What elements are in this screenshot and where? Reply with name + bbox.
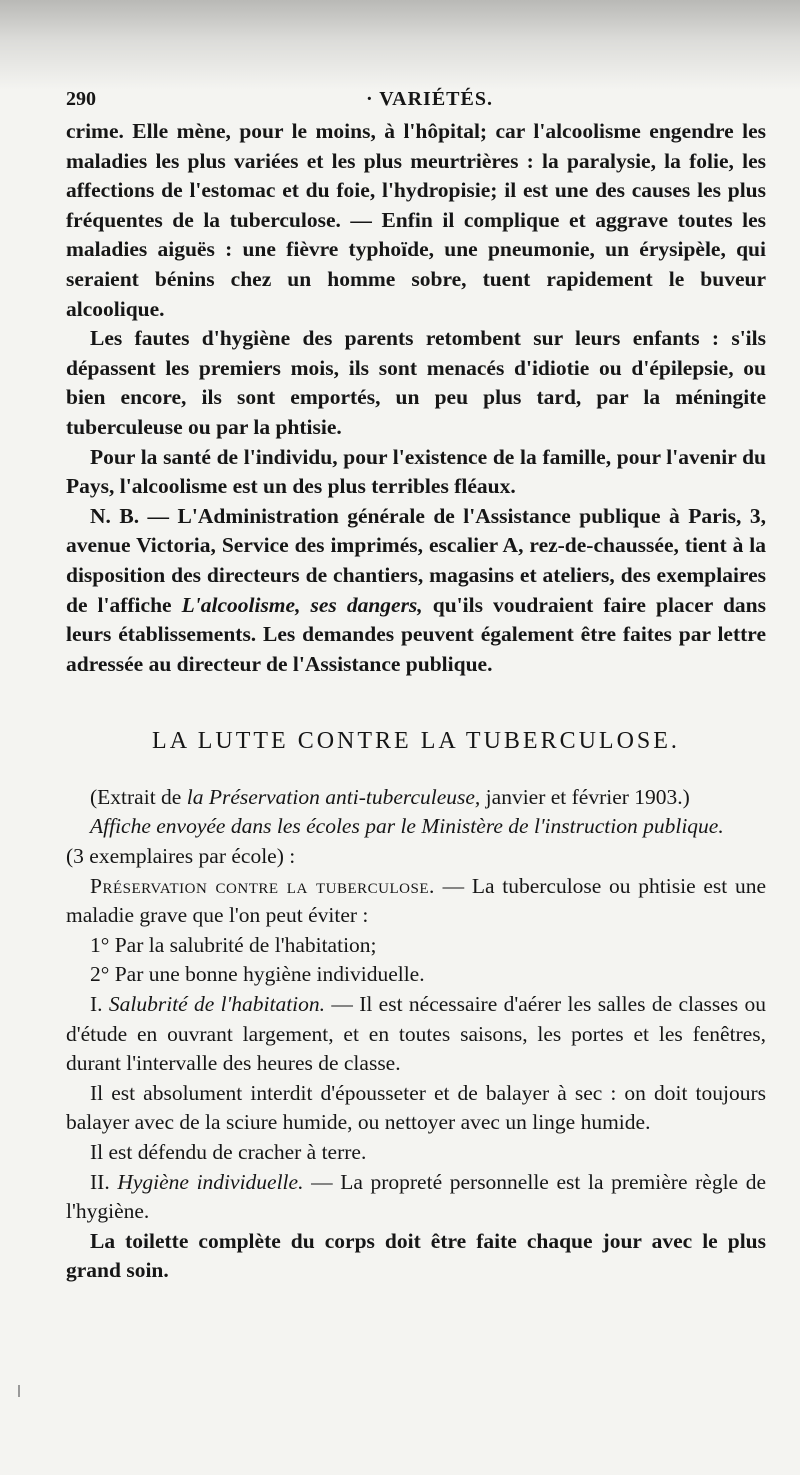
preservation-paragraph (66, 872, 766, 931)
list-item: 2° Par une bonne hygiène individuelle. (90, 962, 425, 987)
text-span: N. B. — L'Administration générale de l'Assistance publique à Paris, 3, avenue Victoria, Service des imprimés, escalier A, rez-de-chaussée, tient à la disposition des directeurs de chantiers, magasins et ateliers, des exemplaires de l'affiche (66, 503, 766, 617)
section-heading: Salubrité de l'habitation. (108, 992, 326, 1017)
paragraph: Il est absolument interdit d'épousseter et de balayer à sec : on doit toujours balayer avec de la sciure humide, ou nettoyer avec un linge humide. (66, 1080, 766, 1135)
margin-mark (18, 1385, 20, 1397)
text-span: qu'ils voudraient faire placer dans leurs établissements. Les demandes peuvent également être faites par lettre adressée au directeur de l'Assistance publique. (66, 592, 766, 676)
text-span: — Il est nécessaire d'aérer les salles de classes ou d'étude en ouvrant largement, et en toutes saisons, les portes et les fenêtres, durant l'intervalle des heures de classe. (66, 992, 766, 1076)
alcoholism-text (66, 117, 766, 679)
extract-line (66, 783, 766, 813)
section-two-paragraph (66, 1168, 766, 1227)
text-span: janvier et février 1903.) (480, 784, 690, 809)
publication-title: la Préservation anti-tuberculeuse, (186, 784, 481, 809)
section-label: II. (90, 1169, 118, 1194)
paragraph: Les fautes d'hygiène des parents retombent sur leurs enfants : s'ils dépassent les premiers mois, ils sont menacés d'idiotie ou d'épilepsie, ou bien encore, ils sont emportés, un peu plus tard, par la méningite tuberculeuse ou par la phtisie. (66, 326, 766, 439)
section-one-paragraph (66, 990, 766, 1079)
poster-title: L'alcoolisme, ses dangers, (181, 592, 423, 617)
paragraph (66, 502, 766, 680)
section-heading: Hygiène individuelle. (117, 1169, 304, 1194)
section-label: I. (90, 992, 109, 1017)
paragraph: La toilette complète du corps doit être faite chaque jour avec le plus grand soin. (66, 1228, 766, 1283)
text-span: — La propreté personnelle est la première règle de l'hygiène. (66, 1169, 766, 1224)
text-span: (Extrait de (90, 784, 187, 809)
paragraph: Il est défendu de cracher à terre. (90, 1140, 367, 1164)
text-span: — La tuberculose ou phtisie est une maladie grave que l'on peut éviter : (66, 873, 766, 928)
list-item: 1° Par la salubrité de l'habitation; (90, 932, 377, 957)
tuberculosis-text (66, 783, 766, 1286)
affiche-caption: Affiche envoyée dans les écoles par le Ministère de l'instruction publique. (90, 814, 724, 839)
section-title: LA LUTTE CONTRE LA TUBERCULOSE. (152, 728, 680, 755)
affiche-line (66, 812, 766, 842)
page-number: 290 (66, 88, 96, 110)
preservation-heading: Préservation contre la tuberculose. (90, 873, 435, 898)
copies-line: (3 exemplaires par école) : (66, 844, 296, 869)
paragraph: Pour la santé de l'individu, pour l'existence de la famille, pour l'avenir du Pays, l'alcoolisme est un des plus terribles fléaux. (66, 444, 766, 499)
running-title: · VARIÉTÉS. (366, 88, 493, 110)
paragraph: crime. Elle mène, pour le moins, à l'hôpital; car l'alcoolisme engendre les maladies les plus variées et les plus meurtrières : la paralysie, la folie, les affections de l'estomac et du foie, l'hydropisie; il est une des causes les plus fréquentes de la tuberculose. — Enfin il complique et aggrave toutes les maladies aiguës : une fièvre typhoïde, une pneumonie, un érysipèle, qui seraient bénins chez un homme sobre, tuent rapidement le buveur alcoolique. (66, 119, 766, 321)
book-page (66, 85, 766, 1286)
scan-shadow (0, 0, 800, 90)
page-header (66, 85, 766, 117)
